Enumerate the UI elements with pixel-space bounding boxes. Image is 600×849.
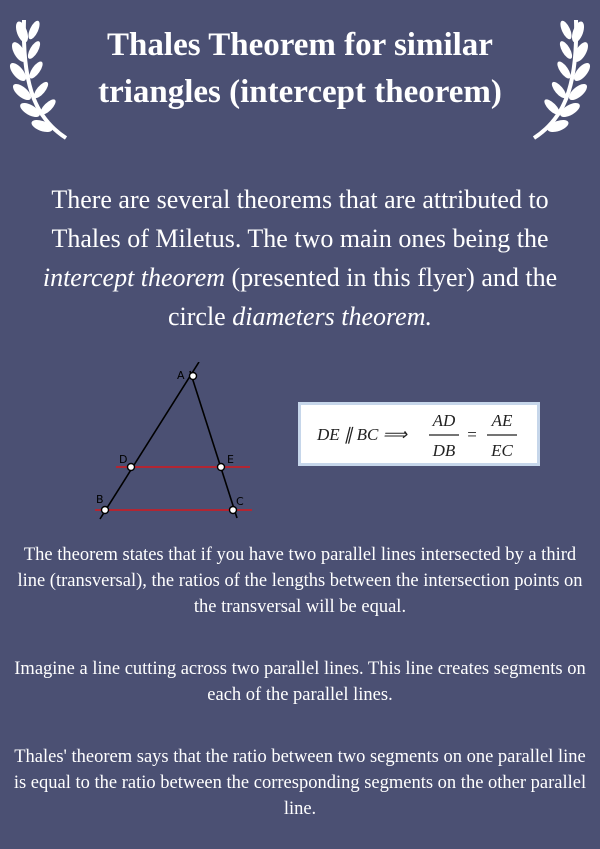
fraction-1-numerator: AD — [432, 411, 456, 430]
label-a: A — [177, 369, 185, 382]
line-ac — [190, 371, 237, 518]
intro-part-2: (presented in this flyer) and the circle — [167, 263, 558, 331]
paragraph-imagine: Imagine a line cutting across two parallel lines. This line creates segments on each of the parallel lines. — [14, 659, 586, 705]
formula — [301, 405, 537, 463]
paragraph-ratio: Thales' theorem says that the ratio between two segments on one parallel line is equal to the ratio between the corresponding segments on the other parallel line. — [13, 747, 587, 819]
paragraph-theorem-statement: The theorem states that if you have two parallel lines intersected by a third line (transversal), the ratios of the lengths between the intersection points on the transversal will be equal. — [17, 545, 583, 617]
point-e — [218, 464, 225, 471]
point-d — [128, 464, 135, 471]
page-title: Thales Theorem for similar triangles (intercept theorem) — [98, 27, 502, 110]
formula-box — [298, 402, 540, 466]
label-b: B — [96, 493, 104, 506]
intro-part-1: There are several theorems that are attributed to Thales of Miletus. The two main ones being the — [51, 185, 549, 253]
fraction-2-denominator: EC — [491, 441, 513, 460]
formula-lhs: DE ∥ BC ⟹ — [317, 425, 408, 444]
label-d: D — [119, 453, 128, 466]
laurel-left-icon — [8, 10, 88, 142]
laurel-right-icon — [512, 10, 592, 142]
point-a — [190, 373, 197, 380]
label-e: E — [227, 453, 234, 466]
intro-text — [15, 180, 585, 336]
formula-equals: = — [467, 425, 477, 444]
line-ab — [100, 362, 199, 519]
triangle-figure — [88, 362, 258, 522]
fraction-2-numerator: AE — [491, 411, 513, 430]
intro-emphasis-intercept: intercept theorem — [42, 263, 226, 292]
intro-emphasis-diameters: diameters theorem. — [232, 302, 432, 331]
label-c: C — [236, 495, 244, 508]
fraction-1-denominator: DB — [432, 441, 456, 460]
point-b — [102, 507, 109, 514]
